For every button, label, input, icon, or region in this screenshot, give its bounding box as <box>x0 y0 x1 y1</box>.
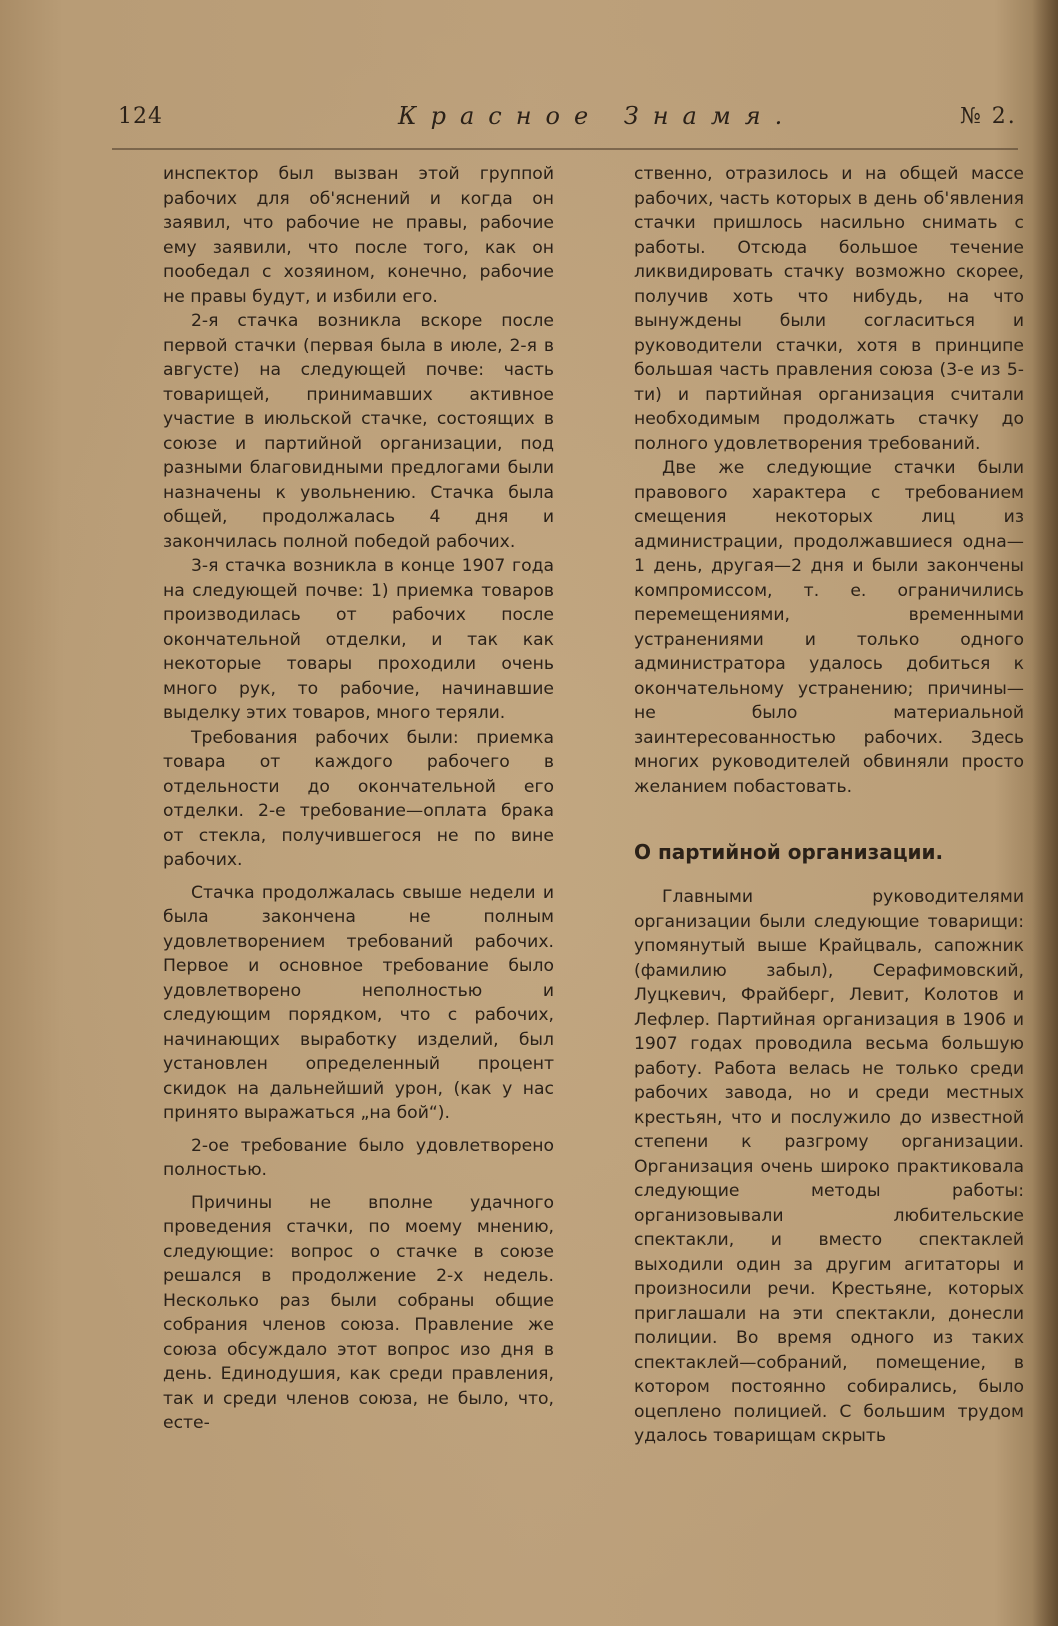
left-column <box>163 162 554 1436</box>
paragraph: инспектор был вызван этой группой рабочих для об'яснений и когда он заявил, что рабочие не правы, рабочие ему заявили, что после того, как он пообедал с хозяином, конечно, рабочие не правы будут, и избили его. <box>163 164 554 307</box>
paragraph: Главными руководителями организации были следующие товарищи: упомянутый выше Крайцваль, сапожник (фамилию забыл), Серафимовский, Луцкевич, Фрайберг, Левит, Колотов и Лефлер. Партийная организация в 1906 и 1907 годах проводила весьма большую работу. Работа велась не только среди рабочих завода, но и среди местных крестьян, что и послужило до известной степени к разгрому организации. Организация очень широко практиковала следующие методы работы: организовывали любительские спектакли, и вместо спектаклей выходили один за другим агитаторы и произносили речи. Крестьяне, которых приглашали на эти спектакли, донесли полиции. Во время одного из таких спектаклей—собраний, помещение, в котором постоянно собирались, было оцеплено полицией. С большим трудом удалось товарищам скрыть <box>634 887 1024 1446</box>
paragraph: ственно, отразилось и на общей массе рабочих, часть которых в день об'явления стачки пришлось насильно снимать с работы. Отсюда большое течение ликвидировать стачку возможно скорее, получив хоть что нибудь, на что вынуждены были согласиться и руководители стачки, хотя в принципе большая часть правления союза (3-е из 5-ти) и партийная организация считали необходимым продолжать стачку до полного удовлетворения требований. <box>634 164 1024 454</box>
paragraph: Две же следующие стачки были правового характера с требованием смещения некоторых лиц из администрации, продолжавшиеся одна—1 день, другая—2 дня и были закончены компромиссом, т. е. ограничились перемещениями, временными устранениями и только одного администратора удалось добиться к окончательному устранению; причины—не было материальной заинтересованностью рабочих. Здесь многих руководителей обвиняли просто желанием побастовать. <box>634 458 1024 797</box>
journal-title: Красное Знамя. <box>398 102 797 130</box>
paragraph: 2-я стачка возникла вскоре после первой стачки (первая была в июле, 2-я в августе) на следующей почве: часть товарищей, принимавших активное участие в июльской стачке, состоящих в союзе и партийной организации, под разными благовидными предлогами были назначены к увольнению. Стачка была общей, продолжалась 4 дня и закончилась полной победой рабочих. <box>163 311 554 552</box>
right-column <box>634 162 1024 1449</box>
running-header <box>118 104 1018 140</box>
section-heading: О партийной организации. <box>634 840 944 864</box>
header-rule <box>112 148 1018 150</box>
paragraph: Причины не вполне удачного проведения стачки, по моему мнению, следующие: вопрос о стачке в союзе решался в продолжение 2-х недель. Несколько раз были собраны общие собрания членов союза. Правление же союза обсуждало этот вопрос изо дня в день. Единодушия, как среди правления, так и среди членов союза, не было, что, есте- <box>163 1192 554 1433</box>
paragraph: 3-я стачка возникла в конце 1907 года на следующей почве: 1) приемка товаров производилась от рабочих после окончательной отделки, и так как некоторые товары проходили очень много рук, то рабочие, начинавшие выделку этих товаров, много теряли. <box>163 556 554 723</box>
paragraph: 2-ое требование было удовлетворено полностью. <box>163 1135 554 1180</box>
page-binding-shadow <box>1032 0 1058 1626</box>
paragraph: Стачка продолжалась свыше недели и была закончена не полным удовлетворением требований рабочих. Первое и основное требование было удовлетворено неполностью и следующим порядком, что с рабочих, начинающих выработку изделий, был установлен определенный процент скидок на дальнейший урон, (как у нас принято выражаться „на бой“). <box>163 882 554 1123</box>
page-number: 124 <box>118 104 163 129</box>
paragraph: Требования рабочих были: приемка товара от каждого рабочего в отдельности до окончательной его отделки. 2-е требование—оплата брака от стекла, получившегося не по вине рабочих. <box>163 727 554 870</box>
issue-number: № 2. <box>960 104 1017 129</box>
